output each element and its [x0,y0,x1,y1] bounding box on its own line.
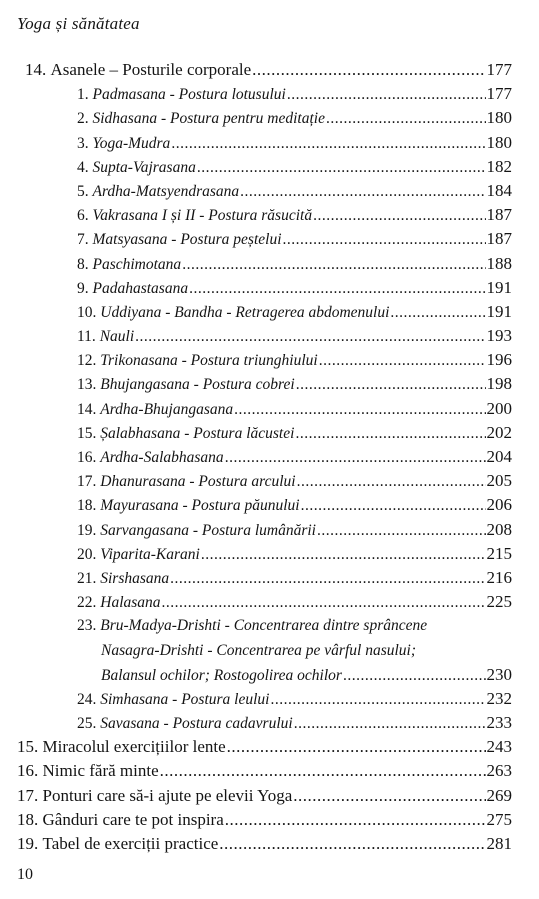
toc-entry-number: 10. [77,303,97,321]
leader-dots [343,664,486,688]
toc-entry-number: 9. [77,279,89,297]
toc-entry-number: 20. [77,545,97,563]
leader-dots [160,759,486,783]
toc-entry-chapter-17 [0,784,539,808]
toc-entry-asana [0,155,539,179]
toc-entry-asana [0,300,539,324]
toc-entry-number: 19. [17,834,39,853]
toc-entry-asana [0,348,539,372]
toc-entry-chapter-16 [0,759,539,783]
toc-entry-number: 25. [77,715,97,733]
leader-dots [294,712,486,736]
page-number: 10 [17,866,33,883]
toc-entry-number: 19. [77,521,97,539]
toc-entry-label: Balansul ochilor; Rostogolirea ochilor [101,666,342,684]
toc-entry-page: 206 [486,495,512,515]
toc-entry-asana [0,82,539,106]
toc-entry-number: 21. [77,569,97,587]
leader-dots [225,446,486,470]
toc-entry-number: 6. [77,207,89,225]
toc-entry-page: 188 [486,253,512,273]
leader-dots [227,735,486,759]
toc-entry-label: Sidhasana - Postura pentru meditație [92,110,325,128]
toc-entry-asana [0,469,539,493]
leader-dots [219,832,485,856]
toc-entry-number: 13. [77,376,97,394]
toc-entry-asana [0,590,539,614]
toc-entry-number: 14. [77,400,97,418]
leader-dots [390,301,485,325]
toc-entry-page: 196 [486,350,512,370]
toc-entry-number: 17. [17,785,39,805]
toc-entry-page: 233 [486,713,512,733]
leader-dots [201,543,486,567]
toc-entry-label: Nauli [99,328,135,346]
toc-entry-page: 232 [486,688,512,708]
toc-entry-number: 12. [77,352,97,370]
leader-dots [295,422,485,446]
toc-entry-asana [0,542,539,566]
leader-dots [301,494,486,518]
leader-dots [182,253,485,277]
toc-entry-page: 200 [486,398,512,418]
toc-entry-label: Paschimotana [92,255,182,273]
leader-dots [319,349,486,373]
toc-entry-label-line2: Nasagra-Drishti - Concentrarea pe vârful nasului; [101,641,417,659]
table-of-contents [0,58,539,856]
toc-entry-label: Sarvangasana - Postura lumânării [100,521,316,539]
toc-entry-page: 202 [486,422,512,442]
toc-entry-page: 204 [486,447,512,466]
toc-entry-label: Ponturi care să-i ajute pe elevii Yoga [42,785,293,805]
toc-entry-page: 177 [486,60,512,79]
toc-entry-label: Padahastasana [92,279,189,297]
toc-entry-page: 205 [486,471,512,491]
toc-entry-label: Asanele – Posturile corporale [50,60,252,79]
toc-entry-page: 230 [486,664,512,684]
toc-entry-page: 177 [486,84,512,104]
toc-entry-number: 3. [77,134,89,152]
toc-entry-chapter-19 [0,832,539,856]
toc-entry-label: Miracolul exercițiilor lente [42,737,226,757]
toc-entry-label: Uddiyana - Bandha - Retragerea abdomenului [100,303,390,321]
toc-entry-page: 216 [486,567,512,587]
toc-entry-number: 16. [77,449,97,466]
toc-entry-page: 191 [486,277,512,297]
leader-dots [317,519,486,543]
toc-entry-asana [0,397,539,421]
toc-entry-asana [0,445,539,469]
toc-entry-label: Gânduri care te pot inspira [42,809,224,829]
toc-entry-page: 275 [486,809,512,829]
toc-entry-chapter-15 [0,735,539,759]
toc-entry-label: Halasana [100,594,161,612]
toc-entry-number: 16. [17,761,39,781]
toc-entry-label: Trikonasana - Postura triunghiului [100,352,318,370]
leader-dots [189,277,485,301]
toc-entry-asana [0,518,539,542]
leader-dots [297,470,486,494]
toc-entry-label: Șalabhasana - Postura lăcustei [100,424,295,442]
toc-entry-label: Dhanurasana - Postura arcului [100,473,296,491]
leader-dots [283,228,486,252]
toc-entry-page: 208 [486,519,512,539]
toc-entry-page: 187 [486,229,512,249]
leader-dots [270,688,485,712]
leader-dots [293,784,485,808]
toc-entry-asana [0,711,539,735]
toc-entry-page: 263 [486,761,512,781]
toc-entry-page: 225 [486,592,512,612]
toc-entry-page: 198 [486,374,512,394]
toc-entry-page: 184 [486,180,512,200]
toc-entry-number: 23. [77,617,97,635]
leader-dots [170,567,485,591]
toc-entry-page: 243 [486,737,512,757]
toc-entry-chapter-18 [0,808,539,832]
toc-entry-label: Sirshasana [100,569,170,587]
leader-dots [240,180,485,204]
toc-entry-page: 187 [486,205,512,225]
toc-entry-label-line1: Bru-Madya-Drishti - Concentrarea dintre sprâncene [100,617,428,635]
toc-entry-asana-multiline-line1 [0,614,539,638]
toc-entry-label: Tabel de exerciții practice [42,834,219,853]
running-header: Yoga și sănătatea [17,14,140,33]
leader-dots [171,132,485,156]
toc-entry-asana [0,372,539,396]
toc-entry-number: 18. [17,809,39,829]
leader-dots [313,204,485,228]
leader-dots [162,591,486,615]
toc-entry-asana [0,276,539,300]
toc-entry-label: Ardha-Matsyendrasana [92,182,240,200]
toc-entry-label: Yoga-Mudra [92,134,171,152]
toc-entry-asana [0,252,539,276]
toc-entry-page: 193 [486,326,512,346]
leader-dots [234,398,485,422]
leader-dots [197,156,486,180]
toc-entry-label: Savasana - Postura cadavrului [100,715,293,733]
toc-entry-number: 5. [77,182,89,200]
leader-dots [326,107,486,131]
toc-entry-label: Padmasana - Postura lotusului [92,86,286,104]
leader-dots [296,373,486,397]
leader-dots [225,808,486,832]
toc-entry-asana [0,324,539,348]
toc-entry-page: 182 [486,156,512,176]
toc-entry-chapter-14 [0,58,539,82]
toc-entry-asana [0,131,539,155]
toc-entry-asana [0,421,539,445]
toc-entry-number: 7. [77,231,89,249]
toc-entry-page: 180 [486,108,512,128]
toc-entry-page: 180 [486,132,512,152]
toc-entry-number: 15. [77,424,97,442]
toc-entry-label: Supta-Vajrasana [92,158,196,176]
toc-entry-label: Simhasana - Postura leului [100,690,270,708]
toc-entry-page: 281 [486,834,512,853]
toc-entry-number: 2. [77,110,89,128]
toc-entry-label: Matsyasana - Postura peștelui [92,231,282,249]
toc-entry-number: 11. [77,328,96,346]
toc-entry-number: 24. [77,690,97,708]
toc-entry-page: 215 [486,543,512,563]
toc-entry-label: Viparita-Karani [100,545,200,563]
toc-entry-page: 269 [486,785,512,805]
toc-entry-label: Nimic fără minte [42,761,159,781]
toc-entry-asana [0,566,539,590]
toc-entry-number: 18. [77,497,97,515]
leader-dots [135,325,485,349]
toc-entry-asana [0,493,539,517]
toc-entry-label: Ardha-Bhujangasana [100,400,234,418]
toc-entry-asana [0,203,539,227]
toc-entry-label: Vakrasana I și II - Postura răsucită [92,207,313,225]
toc-entry-number: 4. [77,158,89,176]
toc-entry-asana [0,227,539,251]
toc-entry-asana-multiline-line3 [0,663,539,687]
toc-entry-asana [0,179,539,203]
toc-entry-label: Bhujangasana - Postura cobrei [100,376,295,394]
toc-entry-page: 191 [486,301,512,321]
toc-entry-asana [0,106,539,130]
toc-entry-asana [0,687,539,711]
toc-entry-number: 8. [77,255,89,273]
toc-entry-number: 1. [77,86,89,104]
leader-dots [287,83,486,107]
leader-dots [252,58,485,82]
toc-entry-number: 15. [17,737,39,757]
toc-entry-label: Ardha-Salabhasana [100,449,224,466]
toc-entry-label: Mayurasana - Postura păunului [100,497,300,515]
toc-entry-number: 22. [77,594,97,612]
toc-entry-asana-multiline-line2 [0,639,539,663]
toc-entry-number: 17. [77,473,97,491]
toc-entry-number: 14. [25,60,47,79]
